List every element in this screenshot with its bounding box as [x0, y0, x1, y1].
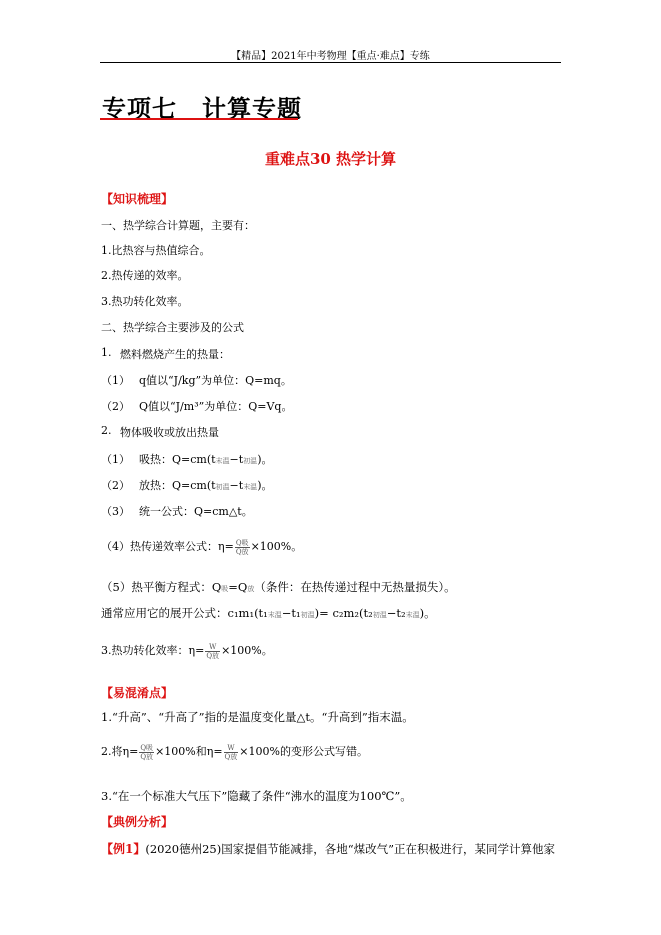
fraction	[224, 744, 239, 761]
knowledge-line-9: 物体吸收或放出热量	[120, 426, 219, 439]
knowledge-line-7-number: （1）	[101, 374, 130, 387]
formula-text: =Q	[228, 580, 248, 594]
example-1-text: (2020德州25)国家提倡节能减排，各地“煤改气”正在积极进行，某同学计算他家	[145, 842, 555, 856]
chapter-title-underline	[100, 118, 298, 120]
formula-text: ×100%。	[250, 540, 303, 553]
formula-text: 2.将η=	[101, 745, 139, 758]
knowledge-line-8-number: （2）	[101, 400, 130, 413]
knowledge-line-9-number: 2.	[101, 424, 112, 437]
subscript: 末温	[267, 611, 282, 619]
fraction-numerator: Q吸	[140, 743, 154, 752]
example-1-label: 【例1】	[101, 842, 146, 856]
chapter-title: 专项七 计算专题	[102, 94, 302, 123]
formula-text: 放热：Q=cm(t	[139, 479, 216, 492]
fraction-denominator: Q放	[206, 651, 220, 660]
subscript: 末温	[405, 611, 420, 619]
fraction-numerator: W	[205, 643, 220, 652]
page-header: 【精品】2021年中考物理【重点·难点】专练	[231, 51, 430, 62]
formula-text: ×100%。	[221, 644, 273, 657]
subscript: 末温	[215, 457, 230, 465]
examples-heading: 【典例分析】	[101, 815, 174, 829]
formula-text: （5）热平衡方程式：Q	[101, 580, 222, 594]
header-rule	[100, 62, 561, 63]
knowledge-line-8: Q值以“J/m³”为单位：Q=Vq。	[139, 400, 293, 413]
formula-text: 3.热功转化效率：η=	[101, 644, 205, 657]
knowledge-line-12-number: （3）	[101, 505, 130, 518]
fraction-numerator: Q吸	[235, 538, 249, 547]
formula-text: −t	[229, 479, 244, 492]
knowledge-line-2: 1.比热容与热值综合。	[101, 244, 211, 257]
knowledge-line-10	[139, 451, 272, 467]
knowledge-line-10-number: （1）	[101, 453, 130, 466]
knowledge-line-3: 2.热传递的效率。	[101, 269, 189, 282]
knowledge-line-11-number: （2）	[101, 479, 130, 492]
fraction	[235, 539, 250, 556]
fraction-denominator: Q放	[140, 752, 154, 761]
subscript: 初温	[300, 611, 315, 619]
knowledge-line-6: 燃料燃烧产生的热量：	[120, 348, 230, 361]
fraction-numerator: W	[224, 744, 239, 753]
formula-text: 通常应用它的展开公式：c₁m₁(t₁	[101, 606, 268, 620]
knowledge-heading: 【知识梳理】	[101, 192, 174, 206]
knowledge-line-7: q值以“J/kg”为单位：Q=mq。	[139, 374, 292, 387]
section-title: 重难点30 热学计算	[264, 150, 397, 168]
knowledge-line-12: 统一公式：Q=cm△t。	[139, 505, 253, 518]
knowledge-line-6-number: 1.	[101, 346, 112, 359]
knowledge-line-4: 3.热功转化效率。	[101, 295, 189, 308]
fraction	[205, 643, 220, 660]
fraction-denominator: Q放	[235, 547, 249, 556]
subscript: 初温	[372, 611, 387, 619]
formula-text: −t₂	[386, 606, 406, 620]
subscript: 初温	[243, 457, 258, 465]
example-1	[101, 840, 555, 857]
knowledge-line-1: 一、热学综合计算题，主要有：	[101, 219, 255, 232]
confusion-line-3: 3.“在一个标准大气压下”隐藏了条件“沸水的温度为100℃”。	[101, 789, 412, 803]
confusion-line-2	[101, 743, 368, 761]
subscript: 末温	[243, 483, 258, 491]
knowledge-line-16	[101, 642, 273, 660]
formula-text: ×100%和η=	[155, 745, 223, 758]
formula-text: 吸热：Q=cm(t	[139, 453, 216, 466]
knowledge-line-14	[101, 579, 456, 595]
formula-text: −t₁	[281, 606, 301, 620]
subscript: 吸	[221, 585, 229, 593]
formula-text: ×100%的变形公式写错。	[239, 745, 368, 758]
knowledge-line-13	[101, 538, 302, 556]
formula-text: −t	[229, 453, 244, 466]
formula-text: )。	[419, 606, 436, 620]
formula-text: )。	[257, 453, 273, 466]
knowledge-line-15	[101, 605, 436, 621]
formula-text: （4）热传递效率公式：η=	[101, 540, 234, 553]
formula-text: )。	[257, 479, 273, 492]
knowledge-line-5: 二、热学综合主要涉及的公式	[101, 321, 244, 334]
confusion-line-1: 1.“升高”、“升高了”指的是温度变化量△t。“升高到”指末温。	[101, 710, 414, 724]
fraction	[139, 744, 154, 761]
confusion-heading: 【易混淆点】	[101, 686, 174, 700]
fraction-denominator: Q放	[224, 752, 238, 761]
knowledge-line-11	[139, 477, 272, 493]
formula-text: )= c₂m₂(t₂	[314, 606, 373, 620]
formula-text: （条件：在热传递过程中无热量损失）。	[254, 580, 456, 594]
subscript: 初温	[215, 483, 230, 491]
subscript: 放	[247, 585, 255, 593]
